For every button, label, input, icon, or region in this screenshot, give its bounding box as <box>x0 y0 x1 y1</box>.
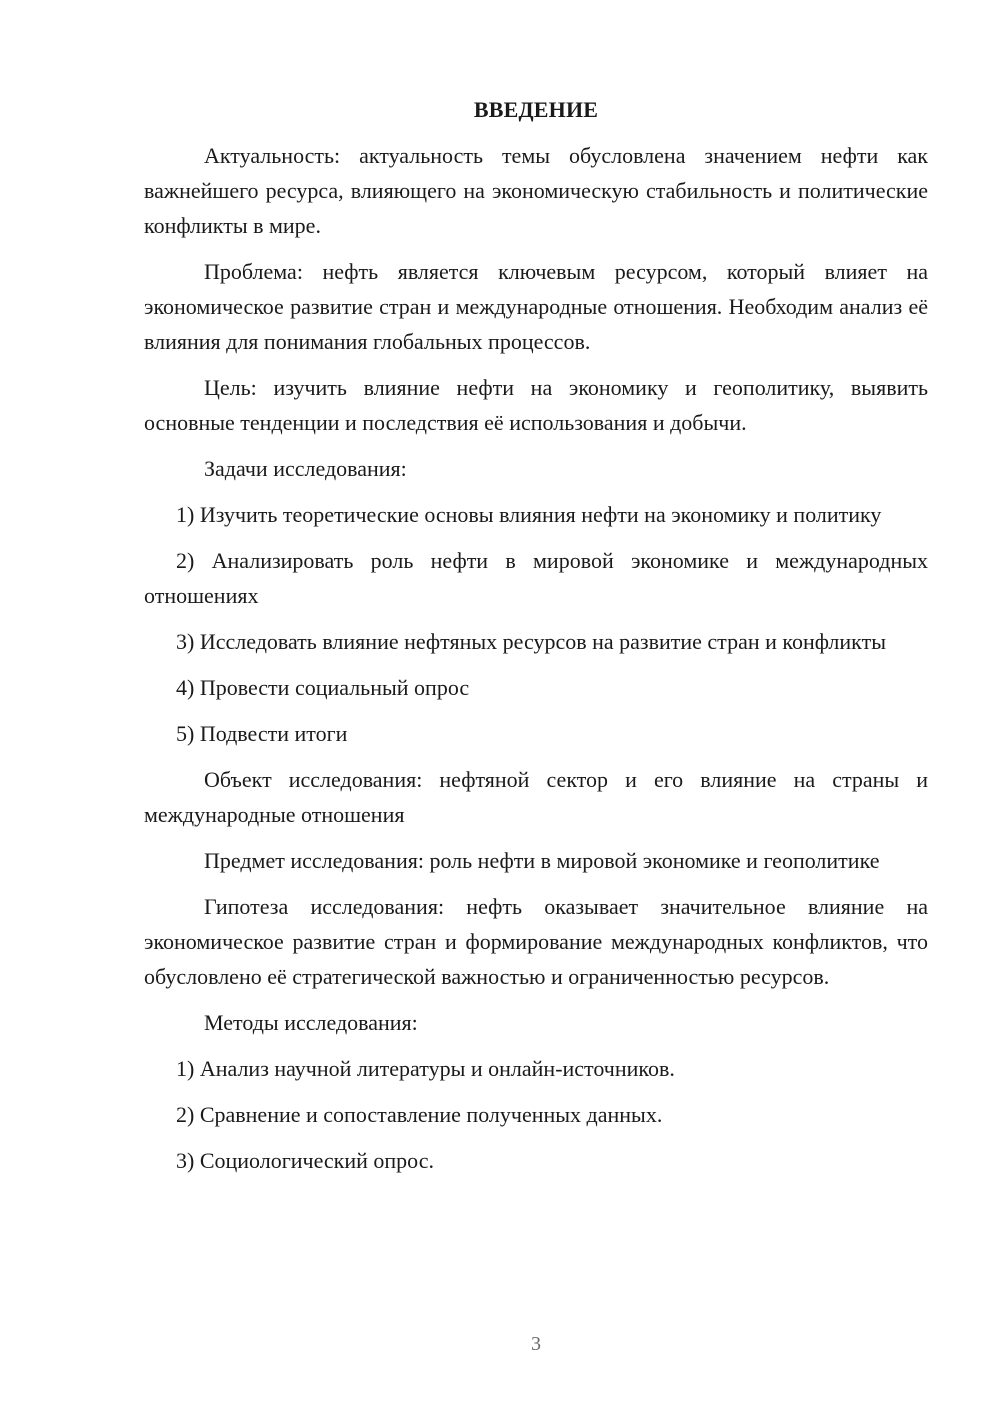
hypothesis-paragraph: Гипотеза исследования: нефть оказывает значительное влияние на экономическое развитие стран и формирование международных конфликтов, что обусловлено её стратегической важностью и ограниченностью ресурсов. <box>144 894 928 989</box>
method-item-2: 2) Сравнение и сопоставление полученных данных. <box>176 1102 663 1127</box>
method-item-3: 3) Социологический опрос. <box>176 1148 434 1173</box>
tasks-heading: Задачи исследования: <box>204 456 407 481</box>
method-item-1: 1) Анализ научной литературы и онлайн-источников. <box>176 1056 675 1081</box>
task-item-5: 5) Подвести итоги <box>176 721 348 746</box>
relevance-paragraph: Актуальность: актуальность темы обусловлена значением нефти как важнейшего ресурса, влияющего на экономическую стабильность и политические конфликты в мире. <box>144 143 928 238</box>
task-item-4: 4) Провести социальный опрос <box>176 675 470 700</box>
page-number: 3 <box>531 1333 541 1355</box>
problem-paragraph: Проблема: нефть является ключевым ресурсом, который влияет на экономическое развитие стран и международные отношения. Необходим анализ её влияния для понимания глобальных процессов. <box>144 259 928 354</box>
goal-paragraph: Цель: изучить влияние нефти на экономику и геополитику, выявить основные тенденции и последствия её использования и добычи. <box>144 375 928 435</box>
task-item-1: 1) Изучить теоретические основы влияния нефти на экономику и политику <box>176 502 882 527</box>
document-page <box>144 92 928 1189</box>
task-item-3: 3) Исследовать влияние нефтяных ресурсов на развитие стран и конфликты <box>176 629 886 654</box>
task-item-2: 2) Анализировать роль нефти в мировой экономике и международных отношениях <box>144 548 928 608</box>
methods-heading: Методы исследования: <box>204 1010 418 1035</box>
object-paragraph: Объект исследования: нефтяной сектор и его влияние на страны и международные отношения <box>144 767 928 827</box>
page-title: ВВЕДЕНИЕ <box>473 97 599 122</box>
subject-paragraph: Предмет исследования: роль нефти в мировой экономике и геополитике <box>204 848 880 873</box>
